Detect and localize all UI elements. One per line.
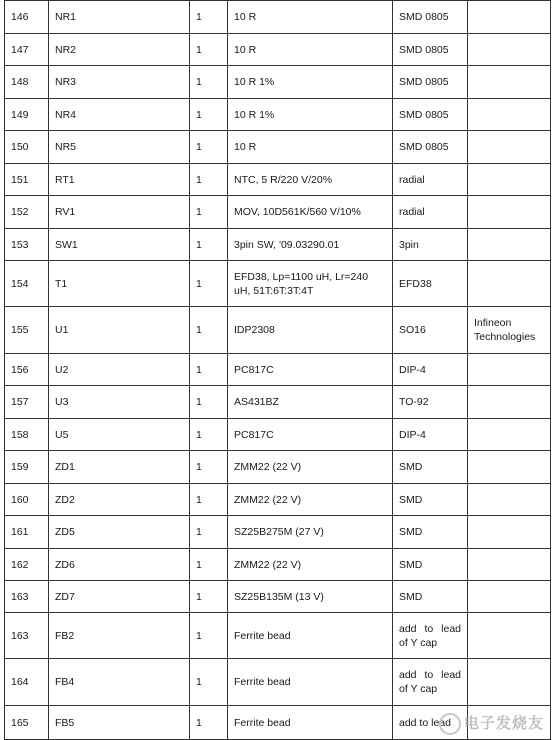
- cell-no: 161: [5, 516, 49, 549]
- cell-no: 148: [5, 66, 49, 99]
- cell-package: DIP-4: [393, 419, 468, 451]
- cell-qty: 1: [190, 706, 228, 740]
- cell-no: 151: [5, 164, 49, 196]
- cell-ref: NR5: [49, 131, 190, 164]
- cell-value: SZ25B135M (13 V): [228, 581, 393, 613]
- cell-value: Ferrite bead: [228, 706, 393, 740]
- cell-package: add to lead of Y cap: [393, 659, 468, 706]
- table-row: [5, 419, 551, 451]
- cell-no: 155: [5, 307, 49, 354]
- table-row: [5, 484, 551, 516]
- cell-ref: ZD5: [49, 516, 190, 549]
- cell-qty: 1: [190, 164, 228, 196]
- cell-no: 147: [5, 34, 49, 66]
- table-row: [5, 261, 551, 307]
- table-row: [5, 659, 551, 706]
- cell-no: 162: [5, 549, 49, 581]
- cell-no: 159: [5, 451, 49, 484]
- cell-package: SMD 0805: [393, 99, 468, 131]
- cell-ref: U3: [49, 386, 190, 419]
- cell-value: ZMM22 (22 V): [228, 549, 393, 581]
- table-row: [5, 66, 551, 99]
- watermark-logo-icon: [439, 713, 461, 735]
- cell-qty: 1: [190, 66, 228, 99]
- cell-value: EFD38, Lp=1100 uH, Lr=240 uH, 51T:6T:3T:4T: [228, 261, 393, 307]
- cell-value: MOV, 10D561K/560 V/10%: [228, 196, 393, 229]
- cell-package: SMD: [393, 549, 468, 581]
- cell-ref: NR3: [49, 66, 190, 99]
- table-row: [5, 164, 551, 196]
- table-row: [5, 1, 551, 34]
- cell-package: SMD: [393, 484, 468, 516]
- cell-no: 146: [5, 1, 49, 34]
- cell-mfr: [468, 549, 551, 581]
- cell-qty: 1: [190, 354, 228, 386]
- cell-ref: U5: [49, 419, 190, 451]
- cell-mfr: [468, 164, 551, 196]
- cell-value: IDP2308: [228, 307, 393, 354]
- table-row: [5, 516, 551, 549]
- cell-package: SMD: [393, 516, 468, 549]
- cell-no: 165: [5, 706, 49, 740]
- cell-value: ZMM22 (22 V): [228, 484, 393, 516]
- cell-package: SMD 0805: [393, 34, 468, 66]
- cell-qty: 1: [190, 261, 228, 307]
- cell-ref: FB4: [49, 659, 190, 706]
- cell-no: 154: [5, 261, 49, 307]
- cell-mfr: [468, 419, 551, 451]
- cell-ref: NR2: [49, 34, 190, 66]
- cell-ref: T1: [49, 261, 190, 307]
- cell-package: radial: [393, 196, 468, 229]
- cell-package: SMD: [393, 581, 468, 613]
- bom-table-body: [5, 1, 551, 740]
- watermark-text: 电子发烧友: [463, 714, 544, 732]
- cell-value: 3pin SW, '09.03290.01: [228, 229, 393, 261]
- cell-mfr: [468, 99, 551, 131]
- table-row: [5, 354, 551, 386]
- cell-mfr: [468, 354, 551, 386]
- cell-ref: NR4: [49, 99, 190, 131]
- cell-value: PC817C: [228, 354, 393, 386]
- cell-ref: FB2: [49, 613, 190, 659]
- cell-qty: 1: [190, 613, 228, 659]
- cell-package: DIP-4: [393, 354, 468, 386]
- cell-value: 10 R: [228, 34, 393, 66]
- cell-mfr: [468, 581, 551, 613]
- cell-qty: 1: [190, 34, 228, 66]
- cell-ref: FB5: [49, 706, 190, 740]
- cell-no: 160: [5, 484, 49, 516]
- cell-value: SZ25B275M (27 V): [228, 516, 393, 549]
- cell-no: 157: [5, 386, 49, 419]
- cell-mfr: Infineon Technologies: [468, 307, 551, 354]
- cell-qty: 1: [190, 484, 228, 516]
- cell-no: 163: [5, 613, 49, 659]
- cell-no: 150: [5, 131, 49, 164]
- cell-package: SMD 0805: [393, 1, 468, 34]
- cell-ref: RV1: [49, 196, 190, 229]
- watermark: [439, 712, 544, 735]
- cell-mfr: [468, 1, 551, 34]
- cell-qty: 1: [190, 1, 228, 34]
- cell-value: 10 R: [228, 1, 393, 34]
- cell-qty: 1: [190, 307, 228, 354]
- cell-ref: ZD7: [49, 581, 190, 613]
- cell-package: EFD38: [393, 261, 468, 307]
- cell-mfr: [468, 451, 551, 484]
- bom-table: [4, 0, 551, 740]
- cell-no: 152: [5, 196, 49, 229]
- table-row: [5, 196, 551, 229]
- cell-mfr: [468, 613, 551, 659]
- cell-qty: 1: [190, 581, 228, 613]
- cell-ref: SW1: [49, 229, 190, 261]
- cell-mfr: [468, 66, 551, 99]
- cell-mfr: [468, 516, 551, 549]
- cell-mfr: [468, 659, 551, 706]
- cell-mfr: [468, 229, 551, 261]
- cell-value: Ferrite bead: [228, 659, 393, 706]
- table-row: [5, 99, 551, 131]
- cell-no: 163: [5, 581, 49, 613]
- cell-package: SMD: [393, 451, 468, 484]
- cell-ref: RT1: [49, 164, 190, 196]
- cell-qty: 1: [190, 386, 228, 419]
- table-row: [5, 34, 551, 66]
- cell-package: TO-92: [393, 386, 468, 419]
- cell-value: ZMM22 (22 V): [228, 451, 393, 484]
- cell-no: 149: [5, 99, 49, 131]
- cell-ref: U2: [49, 354, 190, 386]
- cell-value: 10 R 1%: [228, 99, 393, 131]
- cell-qty: 1: [190, 659, 228, 706]
- cell-value: 10 R: [228, 131, 393, 164]
- table-row: [5, 581, 551, 613]
- cell-ref: ZD6: [49, 549, 190, 581]
- table-row: [5, 549, 551, 581]
- cell-mfr: [468, 131, 551, 164]
- cell-mfr: [468, 386, 551, 419]
- cell-value: PC817C: [228, 419, 393, 451]
- cell-qty: 1: [190, 419, 228, 451]
- cell-no: 156: [5, 354, 49, 386]
- table-row: [5, 386, 551, 419]
- cell-qty: 1: [190, 99, 228, 131]
- cell-value: 10 R 1%: [228, 66, 393, 99]
- table-row: [5, 131, 551, 164]
- cell-ref: NR1: [49, 1, 190, 34]
- cell-package: 3pin: [393, 229, 468, 261]
- cell-package: add to lead: [393, 706, 468, 740]
- cell-package: SO16: [393, 307, 468, 354]
- cell-package: SMD 0805: [393, 66, 468, 99]
- cell-package: radial: [393, 164, 468, 196]
- cell-ref: ZD2: [49, 484, 190, 516]
- cell-value: NTC, 5 R/220 V/20%: [228, 164, 393, 196]
- cell-value: Ferrite bead: [228, 613, 393, 659]
- cell-no: 164: [5, 659, 49, 706]
- cell-qty: 1: [190, 229, 228, 261]
- cell-ref: U1: [49, 307, 190, 354]
- table-row: [5, 229, 551, 261]
- cell-mfr: [468, 261, 551, 307]
- cell-qty: 1: [190, 451, 228, 484]
- cell-value: AS431BZ: [228, 386, 393, 419]
- cell-qty: 1: [190, 196, 228, 229]
- cell-mfr: [468, 484, 551, 516]
- cell-mfr: [468, 196, 551, 229]
- cell-package: add to lead of Y cap: [393, 613, 468, 659]
- cell-qty: 1: [190, 131, 228, 164]
- table-row: [5, 307, 551, 354]
- cell-ref: ZD1: [49, 451, 190, 484]
- table-row: [5, 613, 551, 659]
- cell-qty: 1: [190, 516, 228, 549]
- cell-package: SMD 0805: [393, 131, 468, 164]
- cell-no: 158: [5, 419, 49, 451]
- cell-no: 153: [5, 229, 49, 261]
- cell-mfr: [468, 34, 551, 66]
- cell-qty: 1: [190, 549, 228, 581]
- table-row: [5, 451, 551, 484]
